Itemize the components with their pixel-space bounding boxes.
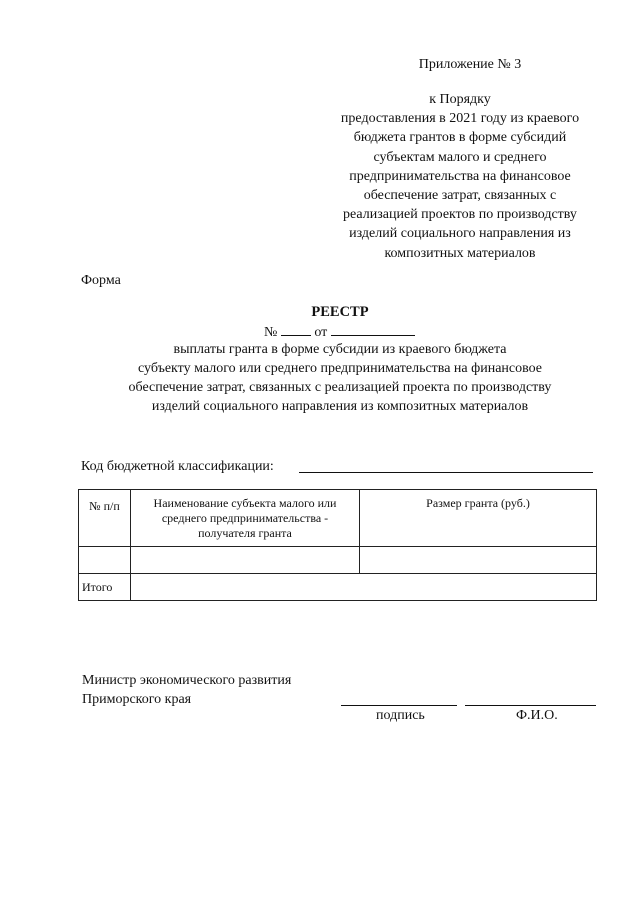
appendix-line: к Порядку <box>429 92 491 107</box>
appendix-line: обеспечение затрат, связанных с <box>363 188 557 204</box>
appendix-reference <box>325 90 595 263</box>
position-line: Приморского края <box>82 692 192 707</box>
header-name-line: Наименование субъекта малого или <box>153 496 337 510</box>
row-number-cell[interactable] <box>79 547 131 574</box>
row-amount-cell[interactable] <box>360 547 597 574</box>
row-name-cell[interactable] <box>131 547 360 574</box>
budget-classification-label: Код бюджетной классификации: <box>81 459 274 474</box>
registry-subtitle <box>50 340 630 416</box>
table-row <box>79 547 597 574</box>
budget-classification-field[interactable] <box>299 472 593 473</box>
number-blank <box>281 322 311 336</box>
form-label: Форма <box>81 273 121 288</box>
appendix-title: Приложение № 3 <box>418 57 522 72</box>
header-amount-cell <box>360 490 597 547</box>
header-name-line: среднего предпринимательства - <box>161 511 329 525</box>
appendix-line: бюджета грантов в форме субсидий <box>353 130 567 146</box>
appendix-line: композитных материалов <box>384 245 536 261</box>
grant-registry-table <box>78 489 597 601</box>
appendix-line: субъектам малого и среднего <box>373 149 547 165</box>
number-prefix: № <box>264 325 278 340</box>
appendix-line: реализацией проектов по производству <box>343 207 577 223</box>
registry-title: РЕЕСТР <box>311 304 369 320</box>
signatory-position <box>82 671 291 709</box>
appendix-line: предоставления в 2021 году из краевого <box>340 111 580 127</box>
position-line: Министр экономического развития <box>82 673 292 688</box>
header-name-cell <box>131 490 360 547</box>
registry-number-line <box>264 322 415 342</box>
header-name-line: получателя гранта <box>198 526 292 540</box>
appendix-line: изделий социального направления из <box>349 226 571 242</box>
signature-label: подпись <box>376 708 425 723</box>
appendix-line: предпринимательства на финансовое <box>349 168 571 184</box>
name-label: Ф.И.О. <box>516 708 558 723</box>
table-header-row <box>79 490 597 547</box>
subtitle-line: субъекту малого или среднего предпринимательства на финансовое <box>137 361 543 376</box>
date-prefix: от <box>314 325 328 340</box>
table-total-row <box>79 574 597 601</box>
total-value-cell[interactable] <box>131 574 597 601</box>
total-label-cell <box>79 574 131 601</box>
total-label: Итого <box>82 580 113 594</box>
header-number: № п/п <box>89 499 120 513</box>
subtitle-line: изделий социального направления из композитных материалов <box>151 399 529 414</box>
header-number-cell <box>79 490 131 547</box>
subtitle-line: обеспечение затрат, связанных с реализацией проекта по производству <box>128 380 552 395</box>
header-name <box>131 490 359 541</box>
header-amount: Размер гранта (руб.) <box>426 496 530 510</box>
date-blank <box>331 322 415 336</box>
subtitle-line: выплаты гранта в форме субсидии из краевого бюджета <box>173 342 507 357</box>
